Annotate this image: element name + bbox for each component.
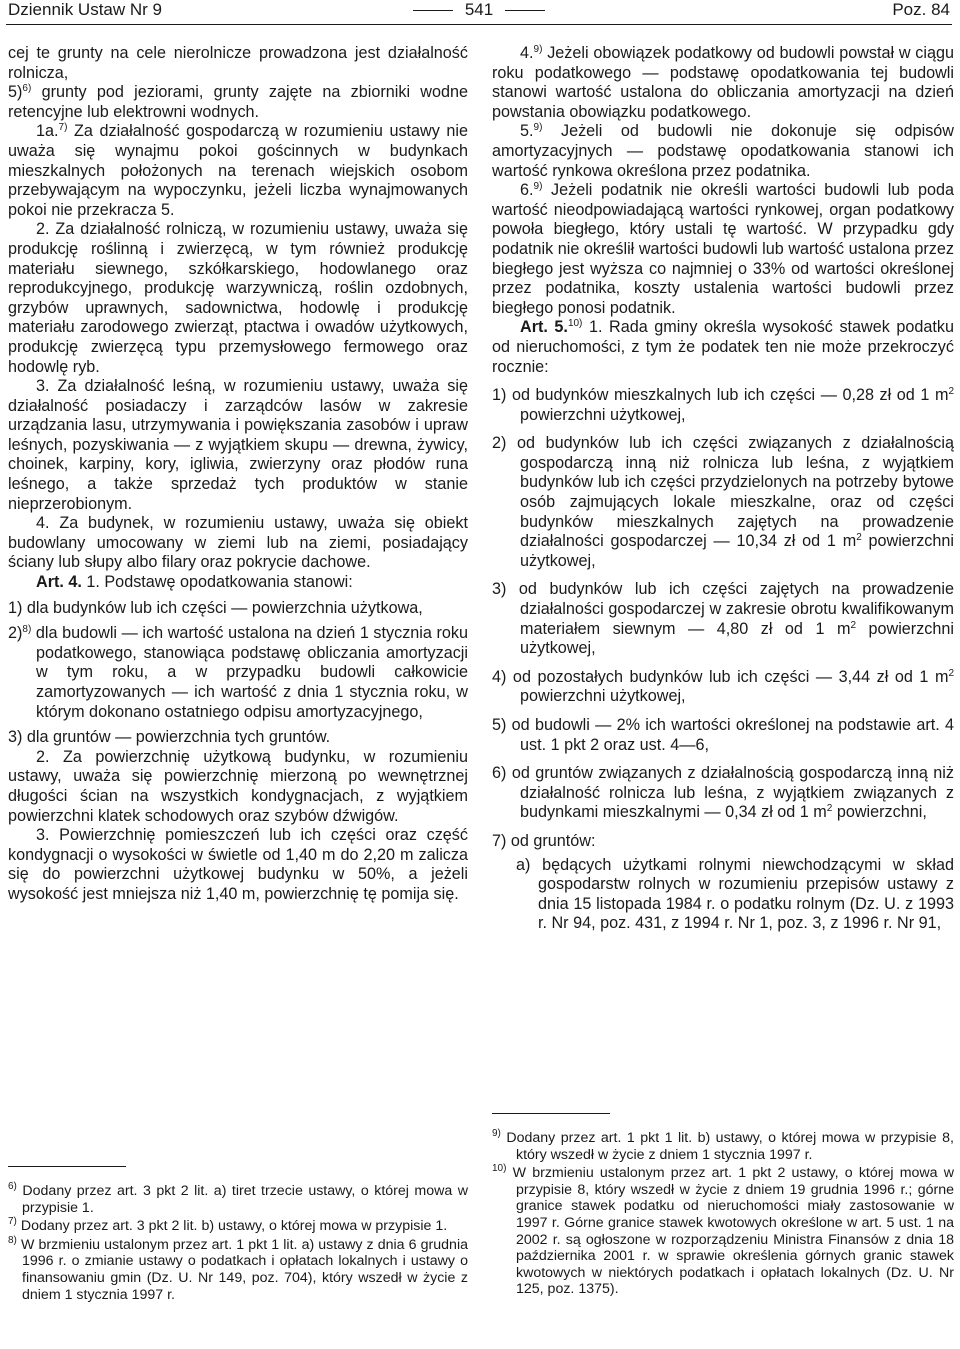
paragraph-number: 1a. [36,122,59,141]
footnote-marker: 8) [8,1234,17,1246]
unit-exponent: 2 [856,532,862,544]
footnote-marker: 9) [492,1128,501,1139]
paragraph-art4-3: 3. Powierzchnię pomieszczeń lub ich części oraz część kondygnacji o wysokości w świetle od 1,40 m do 2,20 m zalicza się do powierzchni użytkowej budynku w 50%, a jeżeli wysokość jest mniejsza niż 1,40 m, powierzchnię tę pomija się. [8,826,468,903]
rate-text: 3) od budynków lub ich części zajętych na prowadzenie działalności gospodarczej w zakresie obrotu kwalifikowanym materiałem siewnym — 4,80 zł od 1 m [492,580,954,638]
footnote-text: Dodany przez art. 3 pkt 2 lit. b) ustawy, o której mowa w przypisie 1. [20,1218,448,1235]
unit-exponent: 2 [850,619,856,631]
position-number: Poz. 84 [892,0,950,19]
paragraph-2: 2. Za działalność rolniczą, w rozumieniu ustawy, uważa się produkcję roślinną i zwierzęcą, w tym również produkcję materiału siewnego, szkółkarskiego, hodowlanego oraz reprodukcyjnego, produkcję warzywniczą, roślin ozdobnych, grzybów uprawnych, sadownictwa, hodowlę i produkcję materiału zarodowego zwierząt, ptactwa i owadów użytkowych, produkcję zwierzęcą typu przemysłowego fermowego oraz hodowlę ryb. [8,220,468,376]
unit-exponent: 2 [948,386,954,398]
item-number: 2) [8,624,23,643]
paragraph-number: 5. [520,122,534,141]
paragraph-1a [8,122,468,220]
paragraph-number: 4. [520,44,534,62]
footnote-8 [8,1234,468,1303]
rate-item-1 [492,386,954,425]
footnote-marker: 6) [8,1181,17,1192]
footnote-ref: 9) [533,181,543,193]
list-item-2 [8,624,468,722]
unit-exponent: 2 [948,667,954,679]
footnote-ref: 10) [567,318,583,330]
rate-item-2 [492,434,954,571]
footnote-6 [8,1183,468,1216]
footnote-text: W brzmieniu ustalonym przez art. 1 pkt 1 lit. a) ustawy z dnia 6 grudnia 1996 r. o zmianie ustawy o podatkach i opłatach lokalnych i ustawy o finansowaniu gmin (Dz. U. Nr 149, poz. 704), który wszedł w życie z dniem 1 stycznia 1997 r. [21,1236,468,1303]
footnote-ref: 9) [533,122,543,134]
paragraph-text: Jeżeli obowiązek podatkowy od budowli powstał w ciągu roku podatkowego — podstawę opodatkowania tej budowli stanowi wartość ustalona do obliczania amortyzacji na dzień powstania obowiązku podatkowego. [492,44,955,121]
rate-item-3 [492,580,954,658]
article-label: Art. 4. [36,573,82,592]
rate-item-4 [492,668,954,707]
rate-item-6 [492,764,954,823]
paragraph-art4-4 [492,44,954,122]
paragraph-3: 3. Za działalność leśną, w rozumieniu ustawy, uważa się działalność posiadaczy i zarządców lasów w zakresie urządzania lasu, utrzymywania i powiększania zasobów i upraw leśnych, pozyskiwania — z wyjątkiem skupu — drewna, żywicy, choinek, karpiny, kory, igliwia, zwierzyny oraz płodów runa leśnego, a także sprzedaż tych produktów w stanie nieprzerobionym. [8,377,468,513]
rate-text-end: powierzchni użytkowej, [520,619,954,658]
footnote-marker: 7) [8,1216,17,1228]
footnote-10 [492,1165,954,1298]
footnote-ref: 6) [22,83,32,95]
rate-item-5 [492,716,954,755]
right-column [492,44,954,934]
rate-text: 7) od gruntów: [492,831,596,850]
item-text: dla budowli — ich wartość ustalona na dzień 1 stycznia roku podatkowego, stanowiąca podstawę obliczania amortyzacji w tym roku, a w przypadku budowli całkowicie zamortyzowanych — ich wartość z dnia 1 stycznia roku, w którym dokonano ostatniego odpisu amortyzacyjnego, [35,624,468,721]
footnote-marker: 10) [492,1163,507,1175]
paragraph-art4-2: 2. Za powierzchnię użytkową budynku, w rozumieniu ustawy, uważa się powierzchnię mierzoną po wewnętrznej długości ścian na wszystkich kondygnacjach, z wyjątkiem powierzchni klatek schodowych oraz szybów dźwigów. [8,747,468,825]
page-number-dash-right [505,10,545,11]
footnote-divider [8,1166,126,1167]
left-footnotes [8,1166,468,1303]
page-number-block [8,0,950,20]
rate-item-7 [492,832,954,852]
rate-text-end: powierzchni użytkowej, [520,687,686,706]
article-text: 1. Podstawę opodatkowania stanowi: [86,573,353,592]
unit-exponent: 2 [826,803,833,815]
paragraph-number: 6. [520,181,534,200]
rate-text: 1) od budynków mieszkalnych lub ich części — 0,28 zł od 1 m [492,386,949,405]
footnote-7 [8,1218,468,1235]
page-number-dash-left [413,10,453,11]
paragraph-art4-6 [492,181,954,318]
footnote-divider [492,1113,610,1114]
paragraph-4: 4. Za budynek, w rozumieniu ustawy, uważa się obiekt budowlany umocowany w ziemi lub na ziemi, posiadający ściany lub słupy albo filary oraz pokrycie dachowe. [8,514,468,572]
right-footnotes [492,1113,954,1298]
list-item-3: 3) dla gruntów — powierzchnia tych gruntów. [8,728,331,747]
footnote-text: Dodany przez art. 3 pkt 2 lit. a) tiret trzecie ustawy, o której mowa w przypisie 1. [22,1183,468,1216]
article-text: 1. Rada gminy określa wysokość stawek podatku od nieruchomości, z tym że podatek ten nie może przekroczyć rocznie: [492,318,954,376]
paragraph-art4-5 [492,122,954,181]
rate-text-end: powierzchni użytkowej, [520,532,954,570]
footnote-text: Dodany przez art. 1 pkt 1 lit. b) ustawy, o której mowa w przypisie 8, który wszedł w życie z dniem 1 stycznia 1997 r. [506,1130,954,1163]
footnote-ref: 8) [22,624,32,636]
paragraph-item-5 [8,83,468,122]
rate-text-end: powierzchni użytkowej, [520,405,686,424]
rate-text-end: powierzchni, [832,803,927,822]
left-column [8,44,468,905]
paragraph-text: Jeżeli podatnik nie określi wartości budowli lub poda wartość nieodpowiadającą wartości rynkowej, organ podatkowy powoła biegłego, który ustali tę wartość. W przypadku gdy podatnik nie określił wartości budowli lub wartość ustalona przez biegłego jest wyższa co najmniej o 33% od wartości określonej przez podatnika, koszty ustalenia wartości budowli przez biegłego ponosi podatnik. [492,181,954,317]
rate-text: 5) od budowli — 2% ich wartości określonej na podstawie art. 4 ust. 1 pkt 2 oraz ust. 4—6, [492,716,954,754]
article-4 [8,573,468,593]
footnote-ref: 9) [533,44,543,55]
rate-text: 6) od gruntów związanych z działalnością gospodarczą inną niż działalność rolnicza lub leśna, z wyjątkiem związanych z budynkami mieszkalnymi — 0,34 zł od 1 m [492,764,954,822]
rate-subitem-a: a) będących użytkami rolnymi niewchodzącymi w skład gospodarstw rolnych w rozumieniu przepisów ustawy z dnia 15 listopada 1984 r. o podatku rolnym (Dz. U. z 1993 r. Nr 94, poz. 431, z 1994 r. Nr 1, poz. 3, z 1996 r. Nr 91, [516,855,954,933]
journal-title: Dziennik Ustaw Nr 9 [8,0,162,19]
paragraph-text: Jeżeli od budowli nie dokonuje się odpisów amortyzacyjnych — podstawę opodatkowania stanowi ich wartość rynkowa określona przez podatnika. [492,122,954,180]
item-number: 5) [8,83,23,102]
paragraph-continuation: cej te grunty na cele nierolnicze prowadzona jest działalność rolnicza, [8,44,468,82]
list-item-1: 1) dla budynków lub ich części — powierzchnia użytkowa, [8,598,423,617]
page-number: 541 [464,0,494,19]
paragraph-text: Za działalność gospodarczą w rozumieniu ustawy nie uważa się wynajmu pokoi gościnnych w budynkach mieszkalnych położonych na terenach wiejskich osobom przebywającym na wypoczynku, jeżeli liczba wynajmowanych pokoi nie przekracza 5. [8,122,469,219]
footnote-text: W brzmieniu ustalonym przez art. 1 pkt 2 ustawy, o której mowa w przypisie 8, który wszedł w życie z dniem 19 grudnia 1996 r.; górne granice stawek podatku od nieruchomości miały zastosowanie w 1997 r. Górne granice stawek kwotowych określone w art. 5 ust. 1 na 2002 r. są ogłoszone w rozporządzeniu Ministra Finansów z dnia 18 października 2001 r. w sprawie określenia górnych granic stawek kwotowych w niektórych podatkach i opłatach lokalnych (Dz. U. Nr 125, poz. 1375). [512,1165,954,1298]
footnote-ref: 7) [58,122,68,134]
footnote-9 [492,1130,954,1163]
item-text: grunty pod jeziorami, grunty zajęte na zbiorniki wodne retencyjne lub elektrowni wodnych. [8,83,469,121]
header-divider [6,24,952,25]
article-5 [492,318,954,377]
rate-text: 4) od pozostałych budynków lub ich części — 3,44 zł od 1 m [492,667,949,686]
rate-text: 2) od budynków lub ich części związanych z działalnością gospodarczą inną niż rolnicza lub leśna, z wyjątkiem budynków lub ich części przydzielonych na potrzeby bytowe osób zajmujących lokale mieszkalne, oraz od części budynków mieszkalnych zajętych na prowadzenie działalności gospodarczej — 10,34 zł od 1 m [492,434,954,551]
article-label: Art. 5. [520,318,568,337]
